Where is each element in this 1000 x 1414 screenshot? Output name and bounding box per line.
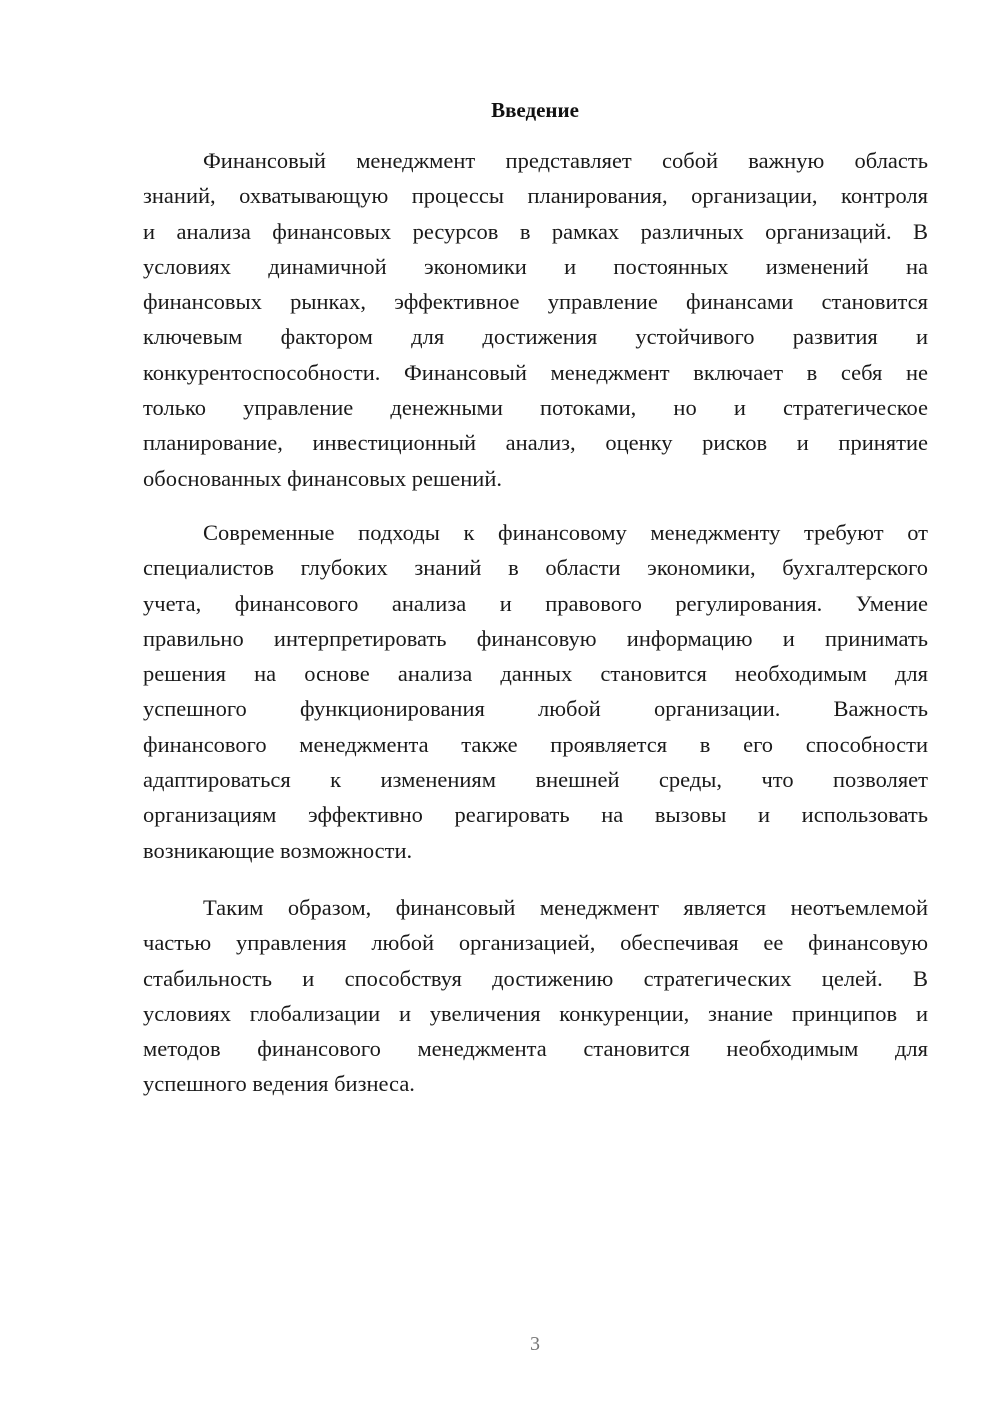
text-line: финансового менеджмента также проявляется в его способности <box>143 731 928 757</box>
text-line: Современные подходы к финансовому менеджменту требуют от <box>203 520 928 545</box>
text-line: методов финансового менеджмента становится необходимым для <box>143 1036 928 1062</box>
text-line: Таким образом, финансовый менеджмент является неотъемлемой <box>203 895 928 920</box>
text-line: учета, финансового анализа и правового регулирования. Умение <box>143 590 928 616</box>
text-line: Финансовый менеджмент представляет собой важную область <box>203 148 928 173</box>
text-line: организациям эффективно реагировать на вызовы и использовать <box>143 802 928 828</box>
text-line: частью управления любой организацией, обеспечивая ее финансовую <box>143 930 928 956</box>
text-line: успешного функционирования любой организации. Важность <box>143 696 928 722</box>
page-number: 3 <box>530 1333 540 1355</box>
text-line: стабильность и способствуя достижению стратегических целей. В <box>143 965 928 991</box>
text-line: условиях динамичной экономики и постоянных изменений на <box>143 253 928 279</box>
text-line: финансовых рынках, эффективное управление финансами становится <box>143 289 928 315</box>
paragraph-2 <box>143 515 928 868</box>
text-line: обоснованных финансовых решений. <box>143 465 503 491</box>
text-line: знаний, охватывающую процессы планирования, организации, контроля <box>143 183 928 209</box>
text-line: решения на основе анализа данных становится необходимым для <box>143 661 928 687</box>
text-line: специалистов глубоких знаний в области экономики, бухгалтерского <box>143 555 928 581</box>
text-line: планирование, инвестиционный анализ, оценку рисков и принятие <box>143 430 928 456</box>
text-line: конкурентоспособности. Финансовый менеджмент включает в себя не <box>143 359 928 385</box>
text-line: и анализа финансовых ресурсов в рамках различных организаций. В <box>143 218 928 244</box>
text-line: возникающие возможности. <box>143 837 413 863</box>
paragraph-3 <box>143 890 928 1102</box>
section-heading: Введение <box>491 98 579 122</box>
text-line: правильно интерпретировать финансовую информацию и принимать <box>143 625 928 651</box>
text-line: условиях глобализации и увеличения конкуренции, знание принципов и <box>143 1000 928 1026</box>
paragraph-1 <box>143 143 928 496</box>
text-line: адаптироваться к изменениям внешней среды, что позволяет <box>143 767 928 793</box>
text-line: ключевым фактором для достижения устойчивого развития и <box>143 324 928 350</box>
text-line: успешного ведения бизнеса. <box>143 1071 415 1097</box>
text-line: только управление денежными потоками, но и стратегическое <box>143 395 928 421</box>
